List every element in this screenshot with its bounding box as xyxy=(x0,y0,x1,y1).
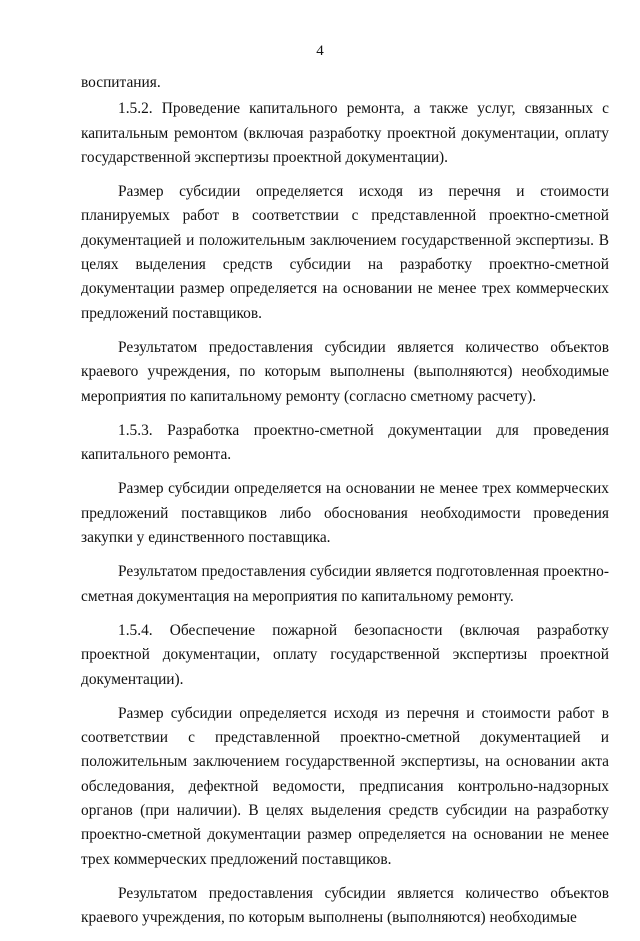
document-body xyxy=(81,71,609,941)
page-number: 4 xyxy=(316,43,324,59)
paragraph-section-1-5-2: 1.5.2. Проведение капитального ремонта, а также услуг, связанных с капитальным ремонтом (включая разработку проектной документации, оплату государственной экспертизы проектной документации). xyxy=(81,100,609,166)
paragraph-subsidy-result-1-5-3: Результатом предоставления субсидии является подготовленная проектно-сметная документация на мероприятия по капитальному ремонту. xyxy=(81,563,609,605)
paragraph-section-1-5-4: 1.5.4. Обеспечение пожарной безопасности (включая разработку проектной документации, оплату государственной экспертизы проектной документации). xyxy=(81,621,609,688)
paragraph-continuation: воспитания. xyxy=(81,74,161,91)
paragraph-subsidy-result-1-5-4: Результатом предоставления субсидии является количество объектов краевого учреждения, по которым выполнены (выполняются) необходимые xyxy=(81,884,609,927)
paragraph-subsidy-amount-1-5-2: Размер субсидии определяется исходя из перечня и стоимости планируемых работ в соответствии с представленной проектно-сметной документацией и положительным заключением государственной экспертизы. В целях выделения средств субсидии на разработку проектно-сметной документации размер определяется на основании не менее трех коммерческих предложений поставщиков. xyxy=(81,183,609,322)
paragraph-section-1-5-3: 1.5.3. Разработка проектно-сметной документации для проведения капитального ремонта. xyxy=(81,421,609,464)
paragraph-subsidy-amount-1-5-4: Размер субсидии определяется исходя из перечня и стоимости работ в соответствии с представленной проектно-сметной документацией и положительным заключением государственной экспертизы, на основании акта обследования, дефектной ведомости, предписания контрольно-надзорных органов (при наличии). В целях выделения средств субсидии на разработку проектно-сметной документации размер определяется на основании не менее трех коммерческих предложений поставщиков. xyxy=(81,704,609,868)
paragraph-subsidy-amount-1-5-3: Размер субсидии определяется на основании не менее трех коммерческих предложений поставщиков либо обоснования необходимости проведения закупки у единственного поставщика. xyxy=(81,480,609,547)
paragraph-subsidy-result-1-5-2: Результатом предоставления субсидии является количество объектов краевого учреждения, по которым выполнены (выполняются) необходимые мероприятия по капитальному ремонту (согласно сметному расчету). xyxy=(81,338,609,405)
